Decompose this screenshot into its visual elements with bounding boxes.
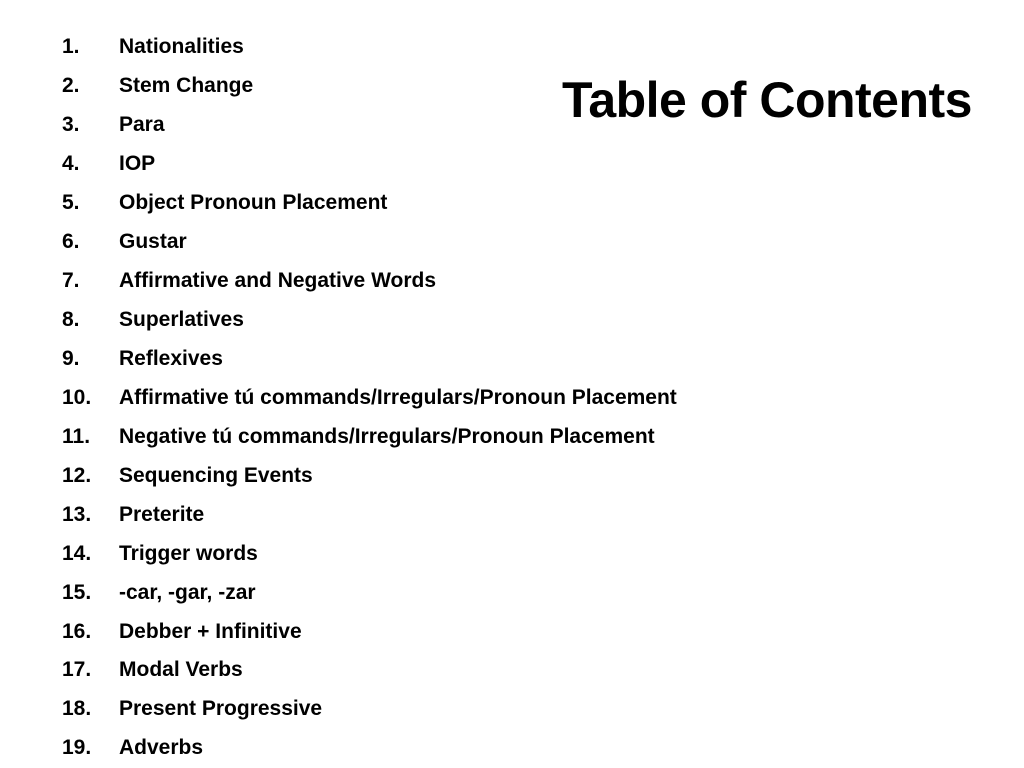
- list-item: [62, 495, 677, 534]
- item-number: 11.: [62, 424, 91, 448]
- list-item: [62, 456, 677, 495]
- item-label: Object Pronoun Placement: [119, 191, 388, 215]
- item-label: Debber + Infinitive: [119, 619, 302, 643]
- item-label: -car, -gar, -zar: [119, 580, 256, 604]
- item-number: 4.: [62, 152, 80, 176]
- item-label: Superlatives: [119, 308, 244, 332]
- item-number: 13.: [62, 502, 92, 526]
- item-number: 12.: [62, 463, 92, 487]
- list-item: [62, 106, 677, 145]
- page-title: Table of Contents: [561, 72, 972, 128]
- list-item: [62, 417, 677, 456]
- list-item: [62, 301, 677, 340]
- list-item: [62, 184, 677, 223]
- item-number: 3.: [62, 113, 80, 137]
- list-item: [62, 340, 677, 379]
- list-item: [62, 28, 677, 67]
- item-number: 7.: [62, 269, 80, 293]
- item-number: 9.: [62, 346, 80, 370]
- item-number: 16.: [62, 619, 92, 643]
- item-label: Para: [119, 113, 165, 137]
- table-of-contents-list: [62, 28, 677, 768]
- item-number: 6.: [62, 230, 80, 254]
- item-number: 14.: [62, 541, 92, 565]
- item-number: 18.: [62, 697, 92, 721]
- list-item: [62, 690, 677, 729]
- item-number: 15.: [62, 580, 92, 604]
- item-label: Stem Change: [119, 74, 254, 98]
- item-label: Present Progressive: [119, 697, 323, 721]
- list-item: [62, 145, 677, 184]
- item-number: 2.: [62, 74, 80, 98]
- item-label: Affirmative tú commands/Irregulars/Pronoun Placement: [119, 385, 677, 409]
- item-number: 5.: [62, 191, 80, 215]
- item-label: Affirmative and Negative Words: [119, 269, 437, 293]
- list-item: [62, 729, 677, 768]
- item-label: Gustar: [119, 230, 187, 254]
- list-item: [62, 378, 677, 417]
- item-label: Trigger words: [119, 541, 258, 565]
- list-item: [62, 612, 677, 651]
- list-item: [62, 573, 677, 612]
- list-item: [62, 651, 677, 690]
- item-label: Modal Verbs: [119, 658, 243, 682]
- list-item: [62, 223, 677, 262]
- item-number: 19.: [62, 736, 92, 760]
- item-label: Adverbs: [119, 736, 204, 760]
- item-label: Nationalities: [119, 35, 244, 59]
- item-label: Sequencing Events: [119, 463, 313, 487]
- item-number: 8.: [62, 308, 80, 332]
- item-label: Preterite: [119, 502, 205, 526]
- item-number: 10.: [62, 385, 92, 409]
- item-number: 1.: [62, 35, 80, 59]
- list-item: [62, 534, 677, 573]
- item-label: Negative tú commands/Irregulars/Pronoun Placement: [119, 424, 655, 448]
- item-label: IOP: [119, 152, 156, 176]
- item-number: 17.: [62, 658, 92, 682]
- list-item: [62, 67, 677, 106]
- item-label: Reflexives: [119, 346, 223, 370]
- list-item: [62, 262, 677, 301]
